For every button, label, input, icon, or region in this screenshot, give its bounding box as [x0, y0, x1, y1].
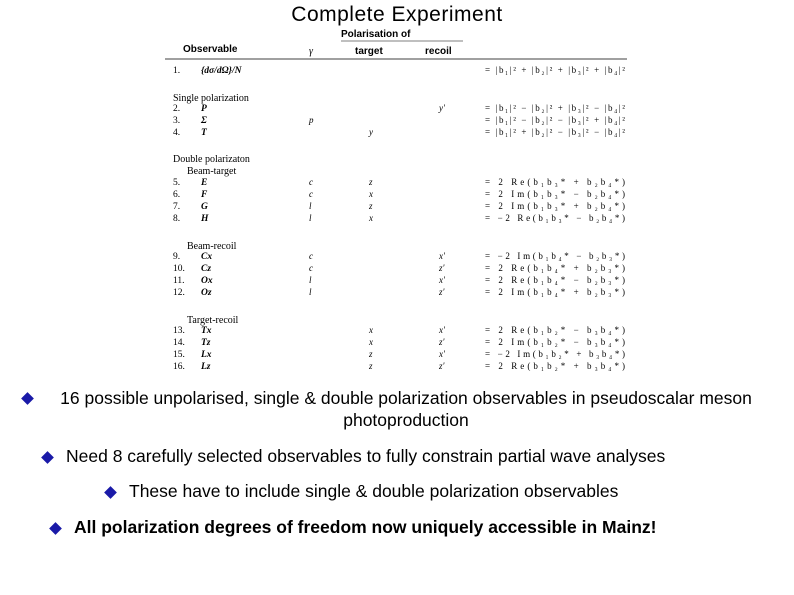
- row-observable: P: [201, 104, 207, 114]
- row-expression: = −2 Im(b₁b₄* − b₂b₃*): [485, 251, 625, 261]
- row-observable: F: [201, 190, 208, 200]
- header-target: target: [355, 46, 383, 57]
- row-observable: {dσ/dΩ}/N: [201, 66, 242, 76]
- row-gamma: l: [309, 213, 312, 223]
- row-gamma: l: [309, 275, 312, 285]
- row-number: 10.: [173, 264, 185, 274]
- bullet-diamond-icon: [41, 451, 54, 464]
- bullet-3: [106, 481, 618, 502]
- row-number: 9.: [173, 252, 181, 262]
- row-observable: Tx: [201, 326, 212, 336]
- row-observable: Σ: [201, 116, 207, 126]
- row-recoil: x': [439, 325, 445, 335]
- bullet-1: [23, 387, 783, 431]
- row-expression: = |b₁|² − |b₂|² + |b₃|² − |b₄|²: [485, 103, 625, 113]
- row-target: z: [369, 177, 373, 187]
- row-recoil: x': [439, 275, 445, 285]
- row-number: 3.: [173, 116, 181, 126]
- row-number: 8.: [173, 214, 181, 224]
- row-observable: G: [201, 202, 208, 212]
- section-beam-target: Beam-target: [187, 166, 237, 177]
- row-number: 15.: [173, 350, 185, 360]
- row-expression: = 2 Im(b₁b₃* − b₂b₄*): [485, 189, 625, 199]
- row-expression: = 2 Im(b₁b₄* + b₂b₃*): [485, 287, 625, 297]
- row-observable: Cx: [201, 252, 213, 262]
- row-gamma: c: [309, 177, 313, 187]
- section-target-recoil: Target-recoil: [187, 315, 239, 326]
- row-expression: = 2 Re(b₁b₂* + b₃b₄*): [485, 361, 625, 371]
- observables-table-figure: [163, 27, 629, 383]
- row-recoil: x': [439, 349, 445, 359]
- row-number: 11.: [173, 276, 185, 286]
- row-number: 14.: [173, 338, 185, 348]
- row-number: 12.: [173, 288, 185, 298]
- row-expression: = |b₁|² − |b₂|² − |b₃|² + |b₄|²: [485, 115, 625, 125]
- row-target: x: [369, 189, 373, 199]
- bullet-2-text: Need 8 carefully selected observables to fully constrain partial wave analyses: [66, 446, 666, 466]
- row-observable: T: [201, 128, 207, 138]
- row-recoil: z': [439, 337, 445, 347]
- bullet-diamond-icon: [104, 486, 117, 499]
- row-number: 5.: [173, 178, 181, 188]
- row-number: 4.: [173, 128, 181, 138]
- row-expression: = |b₁|² + |b₂|² − |b₃|² − |b₄|²: [485, 127, 625, 137]
- row-target: x: [369, 325, 373, 335]
- row-number: 2.: [173, 104, 181, 114]
- header-gamma: γ: [309, 46, 313, 57]
- header-polarisation-of: Polarisation of: [341, 29, 411, 40]
- bullet-3-text: These have to include single & double polarization observables: [129, 481, 619, 501]
- row-expression: = 2 Im(b₁b₃* + b₂b₄*): [485, 201, 625, 211]
- row-expression: = −2 Re(b₁b₃* − b₂b₄*): [485, 213, 625, 223]
- row-number: 16.: [173, 362, 185, 372]
- row-expression: = 2 Re(b₁b₂* − b₃b₄*): [485, 325, 625, 335]
- row-gamma: l: [309, 287, 312, 297]
- row-expression: = 2 Im(b₁b₂* − b₃b₄*): [485, 337, 625, 347]
- row-gamma: p: [309, 115, 314, 125]
- section-single: Single polarization: [173, 93, 249, 104]
- row-observable: Lz: [201, 362, 211, 372]
- row-number: 13.: [173, 326, 185, 336]
- section-double: Double polarizaton: [173, 154, 250, 165]
- row-gamma: c: [309, 263, 313, 273]
- observables-table: [163, 27, 629, 383]
- row-expression: = 2 Re(b₁b₃* + b₂b₄*): [485, 177, 625, 187]
- slide-title: Complete Experiment: [291, 3, 503, 26]
- row-expression: = 2 Re(b₁b₄* + b₂b₃*): [485, 263, 625, 273]
- bullet-diamond-icon: [49, 522, 62, 535]
- row-observable: Oz: [201, 288, 212, 298]
- row-target: y: [369, 127, 373, 137]
- row-number: 6.: [173, 190, 181, 200]
- row-observable: H: [201, 214, 209, 224]
- row-gamma: l: [309, 201, 312, 211]
- row-gamma: c: [309, 251, 313, 261]
- row-observable: Lx: [201, 350, 212, 360]
- row-expression: = −2 Im(b₁b₂* + b₃b₄*): [485, 349, 625, 359]
- row-observable: Cz: [201, 264, 212, 274]
- bullet-2: [43, 446, 665, 467]
- row-recoil: z': [439, 361, 445, 371]
- row-observable: Tz: [201, 338, 211, 348]
- header-observable: Observable: [183, 44, 238, 55]
- row-expression: = |b₁|² + |b₂|² + |b₃|² + |b₄|²: [485, 65, 625, 75]
- row-recoil: z': [439, 263, 445, 273]
- row-observable: E: [201, 178, 208, 188]
- row-expression: = 2 Re(b₁b₄* − b₂b₃*): [485, 275, 625, 285]
- row-observable: Ox: [201, 276, 213, 286]
- row-target: x: [369, 337, 373, 347]
- row-target: z: [369, 361, 373, 371]
- row-recoil: z': [439, 287, 445, 297]
- bullet-diamond-icon: [21, 392, 34, 405]
- row-target: z: [369, 201, 373, 211]
- row-number: 7.: [173, 202, 181, 212]
- row-gamma: c: [309, 189, 313, 199]
- bullet-4: [51, 517, 656, 538]
- row-recoil: y': [439, 103, 445, 113]
- bullet-1-text: 16 possible unpolarised, single & double polarization observables in pseudoscalar meson photoproduction: [60, 388, 752, 430]
- section-beam-recoil: Beam-recoil: [187, 241, 237, 252]
- header-recoil: recoil: [425, 46, 452, 57]
- row-target: x: [369, 213, 373, 223]
- row-recoil: x': [439, 251, 445, 261]
- row-target: z: [369, 349, 373, 359]
- bullet-4-text: All polarization degrees of freedom now uniquely accessible in Mainz!: [74, 517, 657, 537]
- row-number: 1.: [173, 66, 181, 76]
